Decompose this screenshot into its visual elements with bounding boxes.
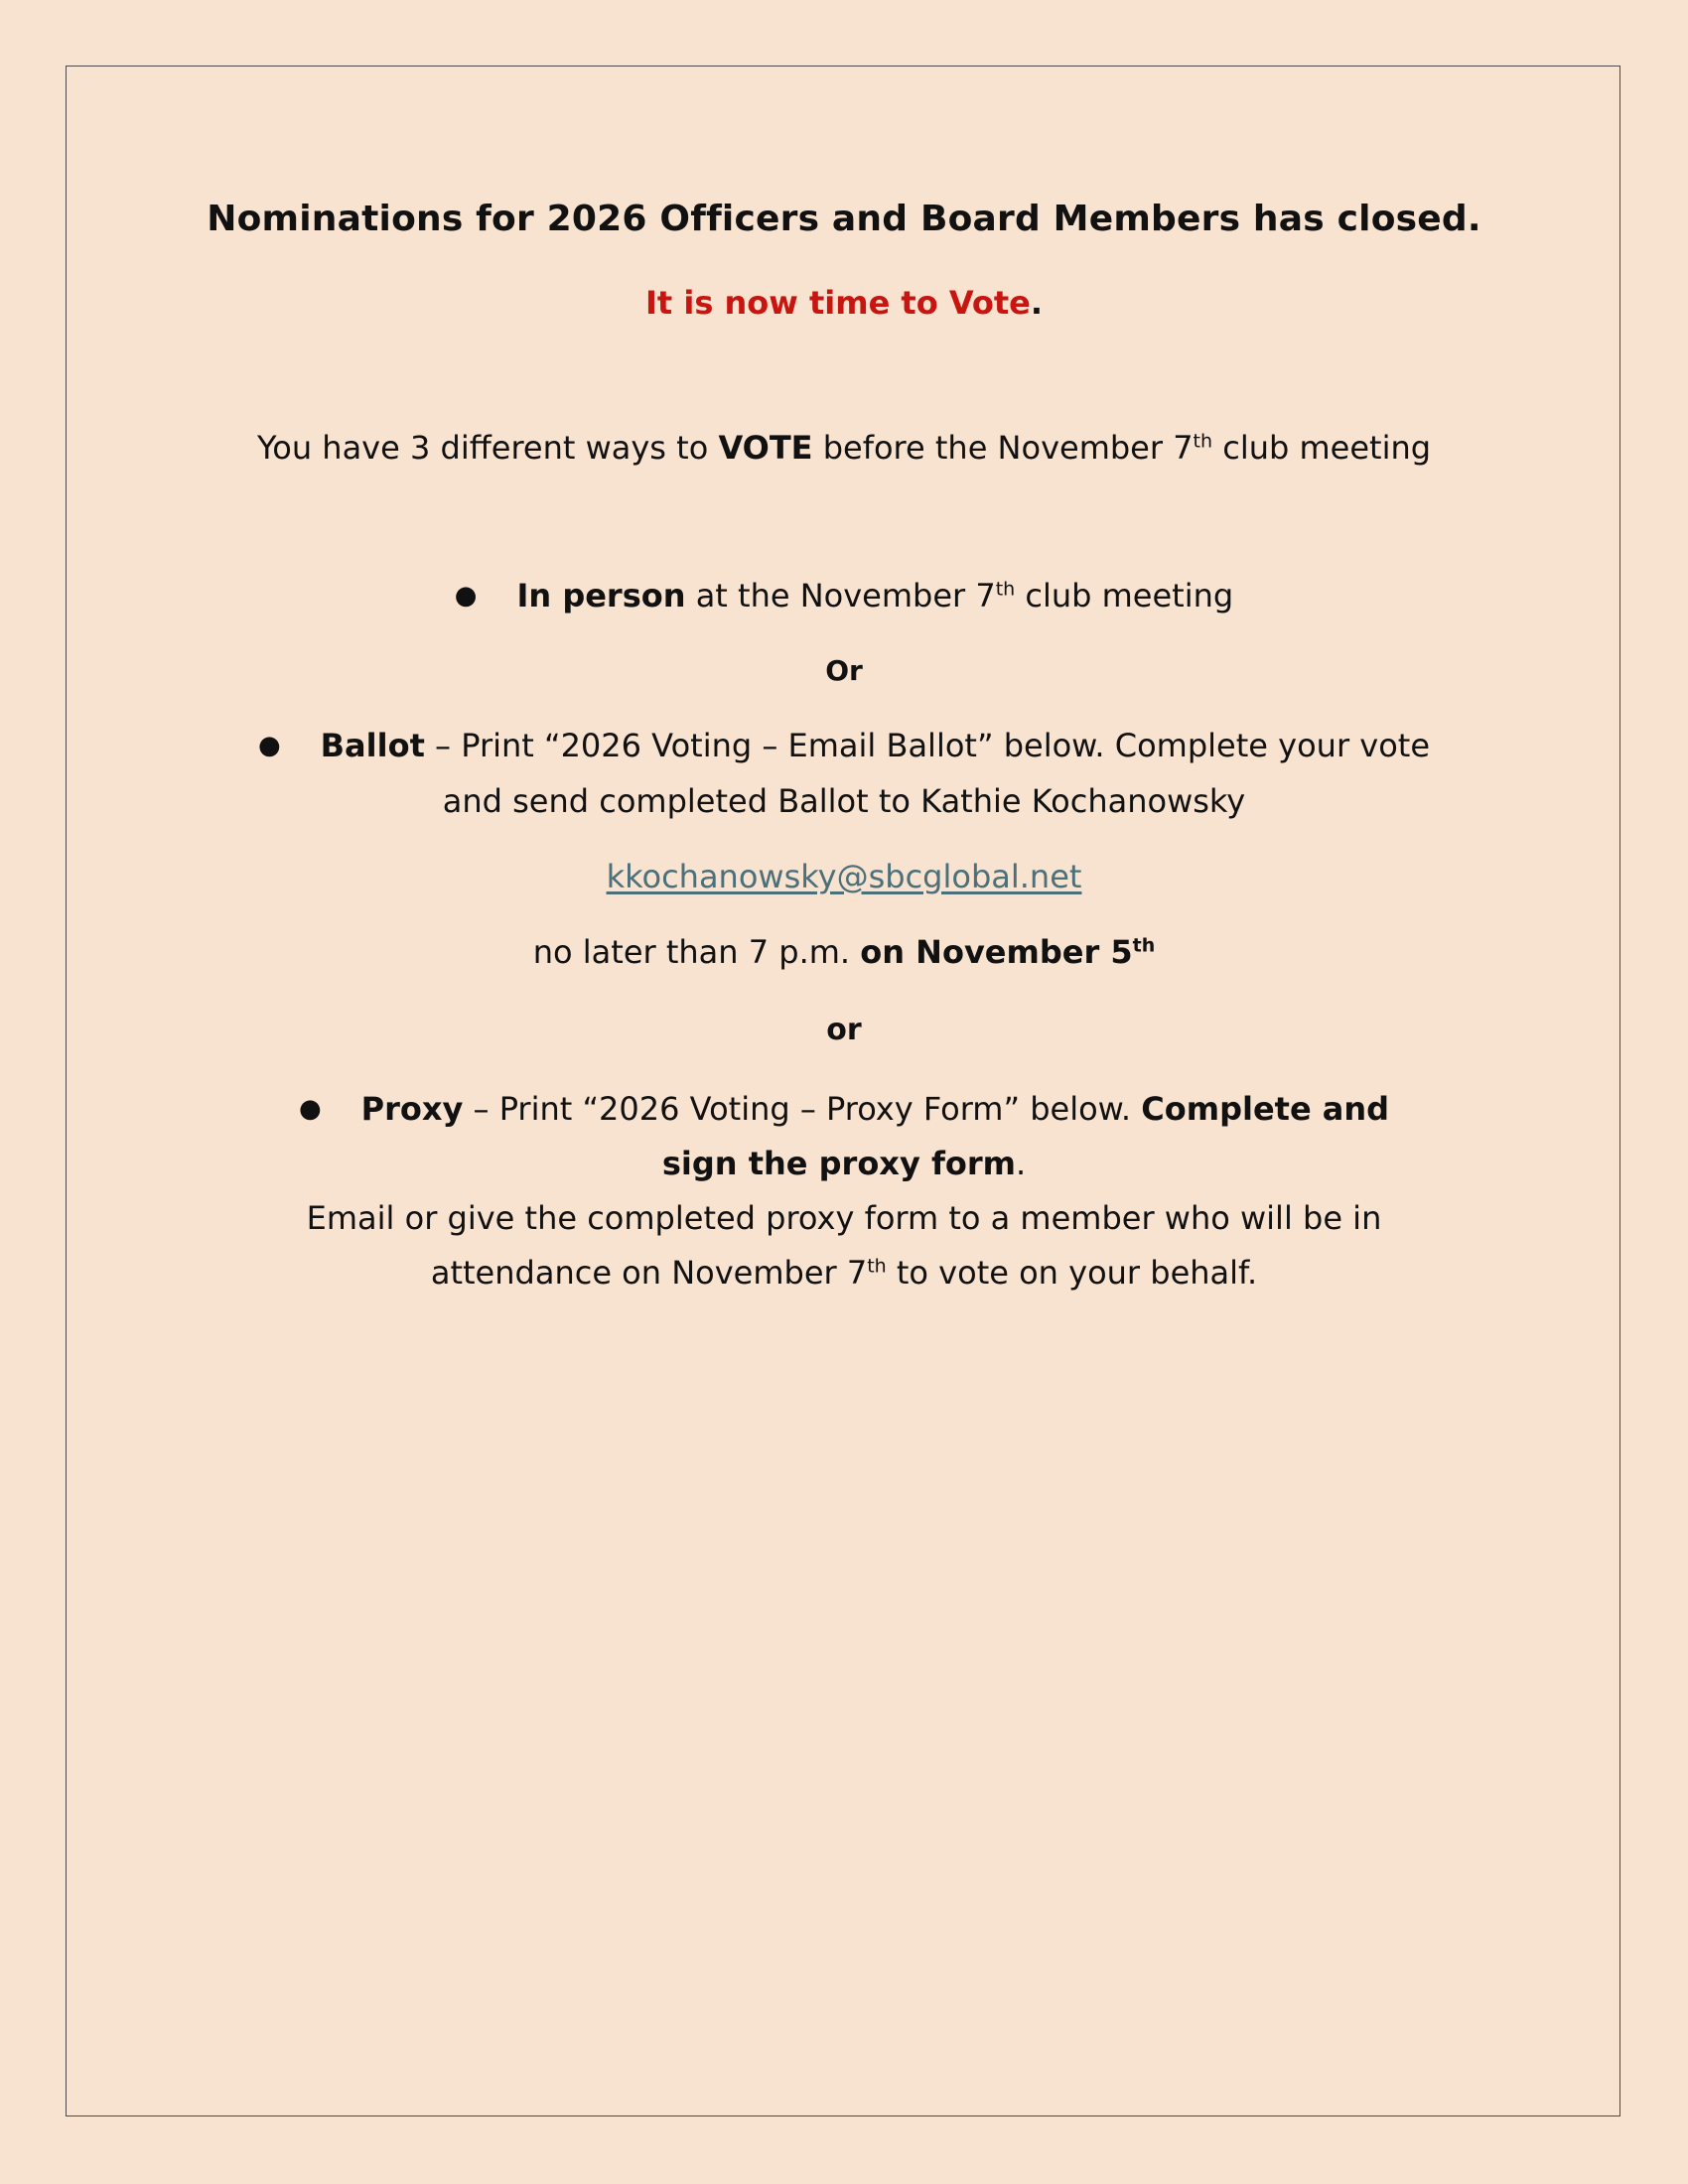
- option-proxy-sign-period: .: [1015, 1145, 1027, 1182]
- option-proxy-attendance-end: to vote on your behalf.: [886, 1254, 1258, 1292]
- ballot-deadline-date: on November 5: [860, 933, 1133, 971]
- ballot-deadline-text: no later than 7 p.m.: [532, 933, 861, 971]
- option-in-person-end: club meeting: [1015, 577, 1234, 614]
- page-title: Nominations for 2026 Officers and Board Members has closed.: [207, 199, 1481, 239]
- intro-text: You have 3 different ways to: [256, 429, 719, 467]
- option-in-person-suffix: th: [995, 578, 1016, 601]
- bullet-icon: ●: [454, 581, 478, 611]
- intro-vote-word: VOTE: [718, 429, 813, 467]
- ballot-email-line: [0, 858, 1688, 895]
- bullet-icon: ●: [298, 1094, 322, 1124]
- option-proxy: [0, 1090, 1688, 1128]
- option-proxy-delivery: Email or give the completed proxy form to a member who will be in: [306, 1199, 1382, 1237]
- intro-line: [0, 429, 1688, 467]
- option-in-person-text: at the November 7: [685, 577, 996, 614]
- option-ballot-continued: and send completed Ballot to Kathie Kochanowsky: [442, 782, 1246, 820]
- option-in-person: [0, 577, 1688, 614]
- vote-callout-period: .: [1030, 284, 1043, 322]
- option-ballot-text: – Print “2026 Voting – Email Ballot” below. Complete your vote: [424, 727, 1431, 764]
- option-proxy-sign-text: sign the proxy form: [661, 1145, 1016, 1182]
- intro-end-text: club meeting: [1212, 429, 1432, 467]
- bullet-icon: ●: [257, 731, 281, 760]
- option-proxy-instruction: Complete and: [1141, 1090, 1390, 1128]
- vote-callout: [0, 284, 1688, 322]
- separator-or: or: [826, 1013, 862, 1047]
- option-proxy-label: Proxy: [360, 1090, 464, 1128]
- vote-callout-text: It is now time to Vote: [645, 284, 1031, 322]
- intro-date-suffix: th: [1193, 430, 1213, 453]
- option-in-person-label: In person: [516, 577, 686, 614]
- option-ballot-label: Ballot: [320, 727, 425, 764]
- option-proxy-attendance: [0, 1254, 1688, 1292]
- ballot-deadline-suffix: th: [1132, 934, 1156, 957]
- option-proxy-text: – Print “2026 Voting – Proxy Form” below.: [463, 1090, 1142, 1128]
- separator-or: Or: [825, 654, 863, 687]
- ballot-email-link[interactable]: kkochanowsky@sbcglobal.net: [606, 858, 1082, 895]
- option-proxy-attendance-suffix: th: [867, 1255, 887, 1278]
- intro-date-text: before the November 7: [812, 429, 1194, 467]
- option-ballot: [0, 727, 1688, 764]
- option-proxy-attendance-text: attendance on November 7: [430, 1254, 868, 1292]
- ballot-deadline: [0, 933, 1688, 971]
- option-proxy-sign: [0, 1145, 1688, 1182]
